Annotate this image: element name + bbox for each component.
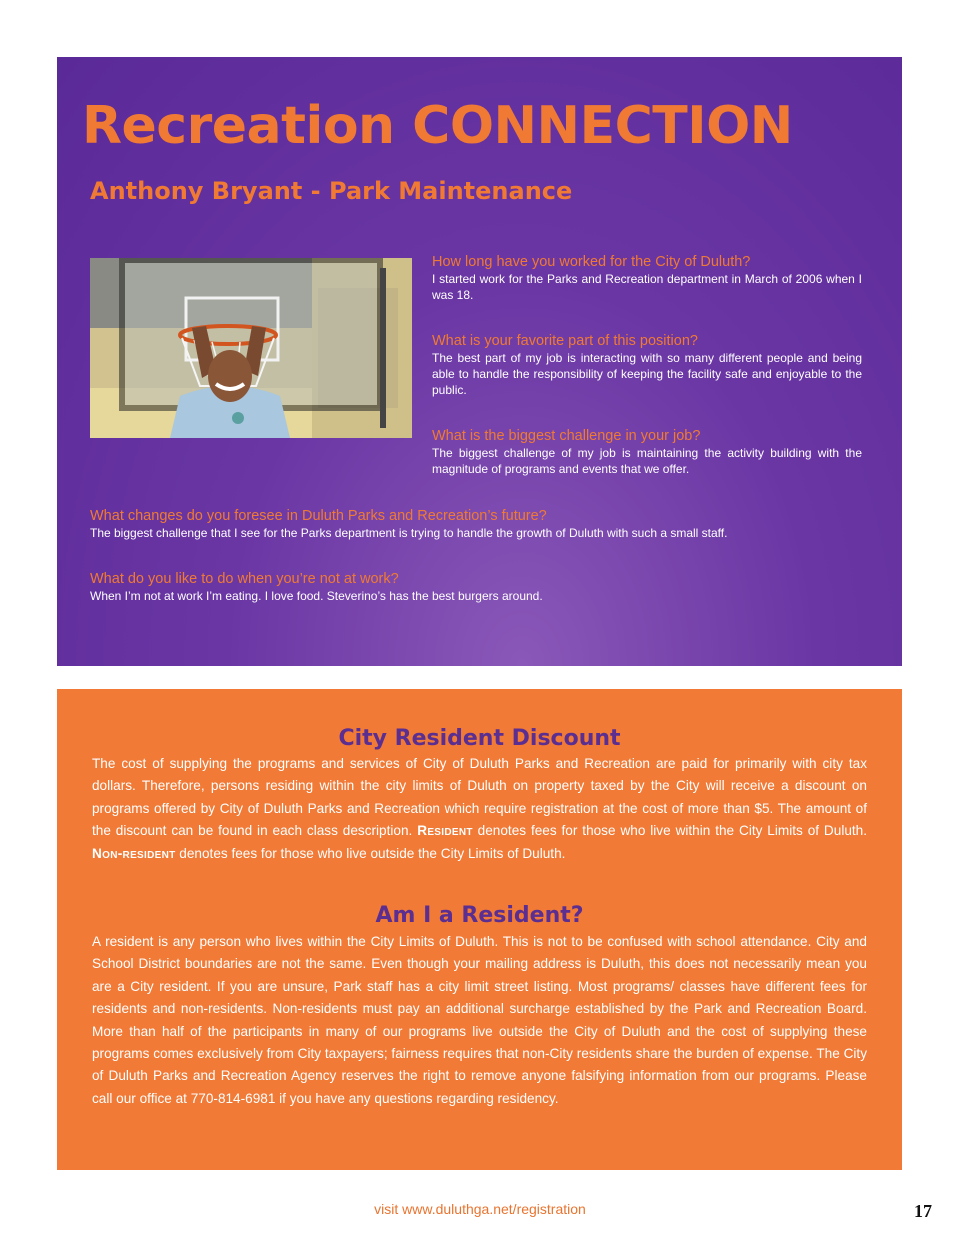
nonresident-term: Non-resident [92,845,176,861]
resident-description: denotes fees for those who live within the City Limits of Duluth. [477,823,868,839]
qa-answer: When I’m not at work I’m eating. I love food. Steverino’s has the best burgers around. [90,589,543,603]
qa-item [90,570,870,604]
employee-photo [90,258,412,438]
qa-answer: The biggest challenge of my job is maintaining the activity building with the magnitude of programs and events that we offer. [432,446,862,476]
qa-answer: I started work for the Parks and Recreation department in March of 2006 when I was 18. [432,272,862,302]
nonresident-description: denotes fees for those who live outside the City Limits of Duluth. [179,845,566,861]
qa-answer: The best part of my job is interacting with so many different people and being able to handle the responsibility of keeping the facility safe and enjoyable to the public. [432,351,862,397]
discount-text [92,753,867,865]
qa-question: What is your favorite part of this position? [432,333,698,349]
qa-question: What is the biggest challenge in your job? [432,428,701,444]
qa-question: What changes do you foresee in Duluth Parks and Recreation’s future? [90,508,547,524]
qa-question: What do you like to do when you’re not at work? [90,571,399,587]
qa-item [432,253,862,303]
qa-item [432,332,862,398]
qa-question: How long have you worked for the City of Duluth? [432,254,751,270]
resident-term: Resident [417,823,473,839]
qa-item [432,427,862,477]
discount-body: The cost of supplying the programs and services of City of Duluth Parks and Recreation are paid for primarily with city tax dollars. Therefore, persons residing within the city limits of Duluth on property taxed by the City will receive a discount on programs offered by City of Duluth Parks and Recreation which require registration at the cost of more than $5. The amount of the discount can be found in each class description. [92,756,867,839]
qa-item [90,507,870,541]
qa-answer: The biggest challenge that I see for the Parks department is trying to handle the growth of Duluth with such a small staff. [90,526,728,540]
residency-title: Am I a Resident? [375,903,584,928]
residency-text: A resident is any person who lives within the City Limits of Duluth. This is not to be confused with school attendance. City and School District boundaries are not the same. Even though your mailing address is Duluth, this does not necessarily mean you are a City resident. If you are unsure, Park staff has a city limit street listing. Most programs/ classes have different fees for residents and non-residents. Non-residents must pay an additional surcharge established by the Park and Recreation Board. More than half of the participants in many of our programs live outside the City of Duluth and the cost of supplying these programs comes exclusively from City taxpayers; fairness requires that non-City residents share the burden of expense. The City of Duluth Parks and Recreation Agency reserves the right to remove anyone falsifying information from our programs. Please call our office at 770-814-6981 if you have any questions regarding residency. [92,934,867,1106]
feature-title: Recreation CONNECTION [82,96,793,156]
registration-link[interactable]: visit www.duluthga.net/registration [374,1201,586,1217]
feature-subtitle: Anthony Bryant - Park Maintenance [90,177,573,205]
discount-title: City Resident Discount [338,726,621,751]
page-number: 17 [914,1201,932,1221]
